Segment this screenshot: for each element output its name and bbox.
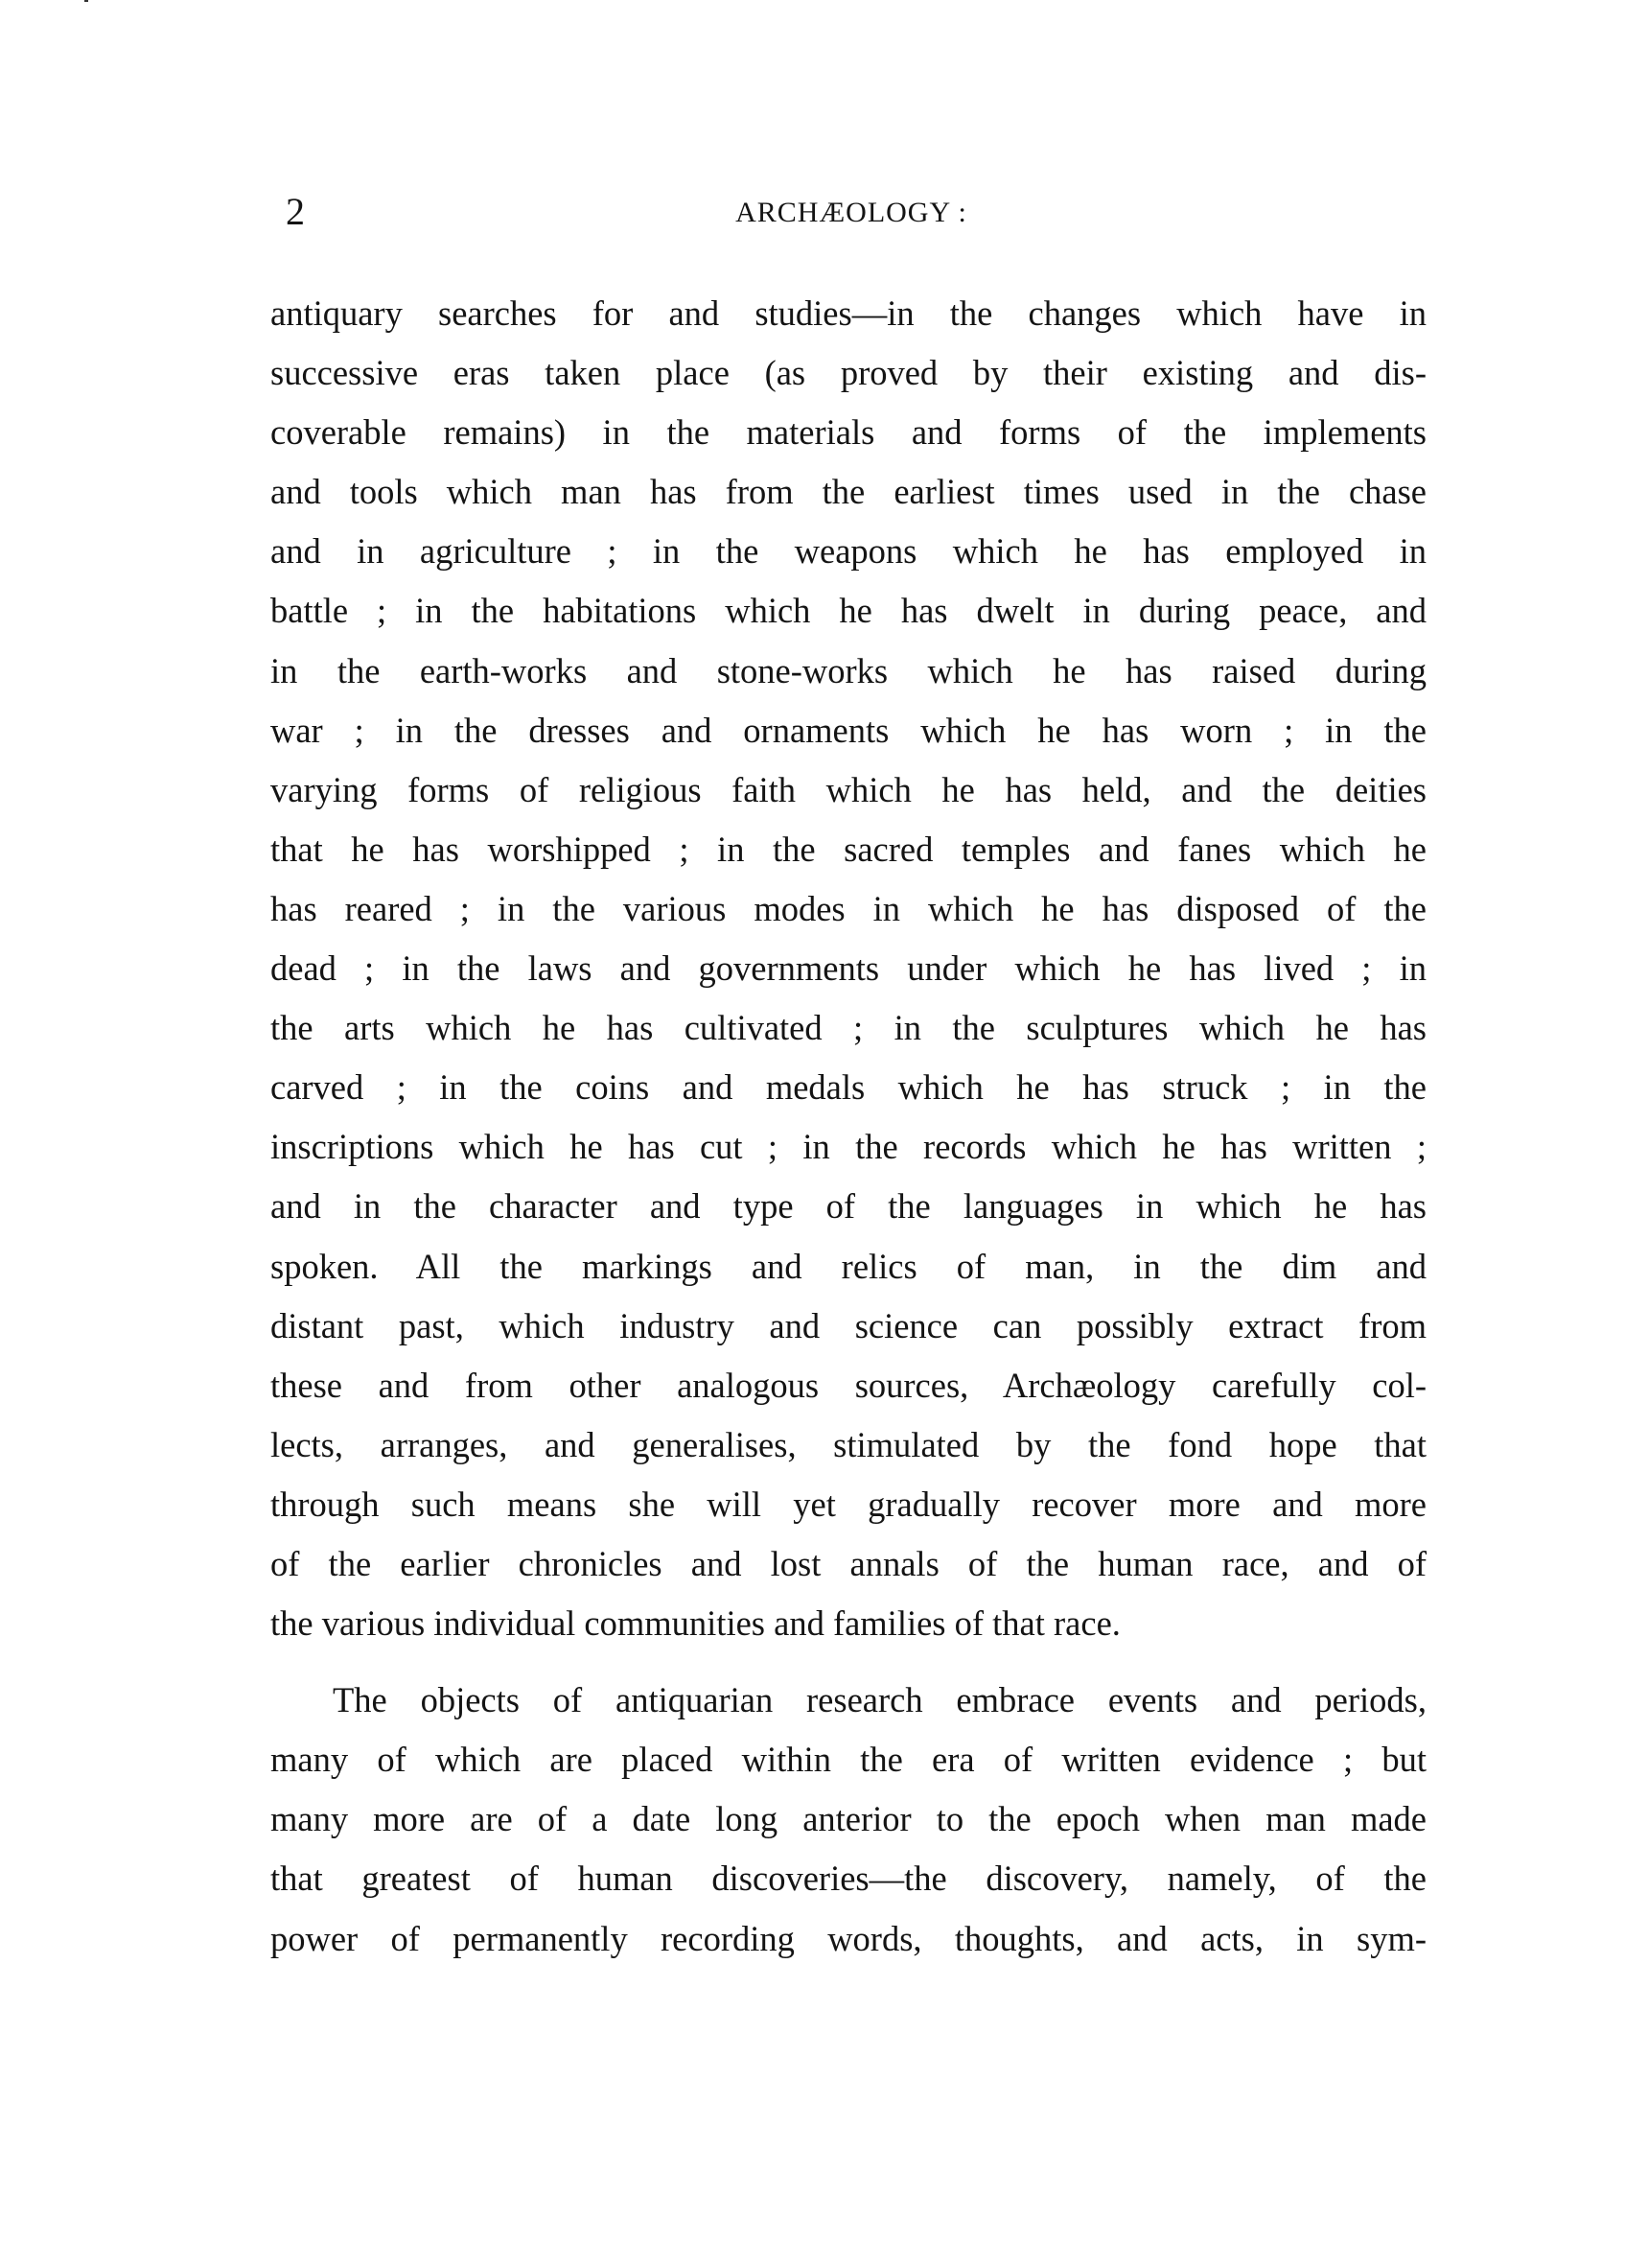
- text-line: has reared ; in the various modes in which he has disposed of the: [270, 888, 1427, 928]
- text-line: inscriptions which he has cut ; in the records which he has written ;: [270, 1127, 1427, 1167]
- paragraph-1: [270, 284, 1427, 1653]
- page-header: [286, 188, 1417, 236]
- text-line: in the earth-works and stone-works which he has raised during: [270, 650, 1427, 690]
- text-line: carved ; in the coins and medals which he has struck ; in the: [270, 1067, 1427, 1108]
- text-line: the arts which he has cultivated ; in the sculptures which he has: [270, 1008, 1427, 1048]
- text-line: war ; in the dresses and ornaments which he has worn ; in the: [270, 710, 1427, 750]
- paragraph-gap: [270, 1653, 1427, 1671]
- text-line: many of which are placed within the era of written evidence ; but: [270, 1740, 1427, 1780]
- text-line: that he has worshipped ; in the sacred temples and fanes which he: [270, 829, 1427, 869]
- body-text: [270, 284, 1427, 1969]
- text-line: spoken. All the markings and relics of man, in the dim and: [270, 1246, 1427, 1286]
- text-line: and in the character and type of the languages in which he has: [270, 1186, 1427, 1227]
- text-line: the various individual communities and families of that race.: [270, 1603, 1121, 1644]
- text-line: coverable remains) in the materials and forms of the implements: [270, 412, 1427, 453]
- text-line: varying forms of religious faith which he has held, and the deities: [270, 769, 1427, 809]
- text-line: The objects of antiquarian research embrace events and periods,: [333, 1680, 1427, 1720]
- text-line: battle ; in the habitations which he has dwelt in during peace, and: [270, 591, 1427, 631]
- text-line: successive eras taken place (as proved by their existing and dis-: [270, 353, 1427, 393]
- text-line: dead ; in the laws and governments under which he has lived ; in: [270, 948, 1427, 989]
- scan-artifact-mark: [84, 0, 88, 2]
- running-head: ARCHÆOLOGY :: [735, 197, 967, 228]
- text-line: through such means she will yet gradually recover more and more: [270, 1484, 1427, 1524]
- text-line: distant past, which industry and science can possibly extract from: [270, 1305, 1427, 1345]
- text-line: that greatest of human discoveries—the discovery, namely, of the: [270, 1859, 1427, 1899]
- page-number: 2: [286, 190, 305, 233]
- text-line: these and from other analogous sources, Archæology carefully col-: [270, 1365, 1427, 1405]
- text-line: many more are of a date long anterior to the epoch when man made: [270, 1799, 1427, 1839]
- text-line: lects, arranges, and generalises, stimulated by the fond hope that: [270, 1424, 1427, 1464]
- paragraph-2: [270, 1671, 1427, 1968]
- text-line: and in agriculture ; in the weapons which he has employed in: [270, 531, 1427, 572]
- text-line: and tools which man has from the earliest times used in the chase: [270, 472, 1427, 512]
- text-line: antiquary searches for and studies—in the changes which have in: [270, 293, 1427, 333]
- text-line: of the earlier chronicles and lost annals of the human race, and of: [270, 1543, 1427, 1583]
- text-line: power of permanently recording words, thoughts, and acts, in sym-: [270, 1918, 1427, 1958]
